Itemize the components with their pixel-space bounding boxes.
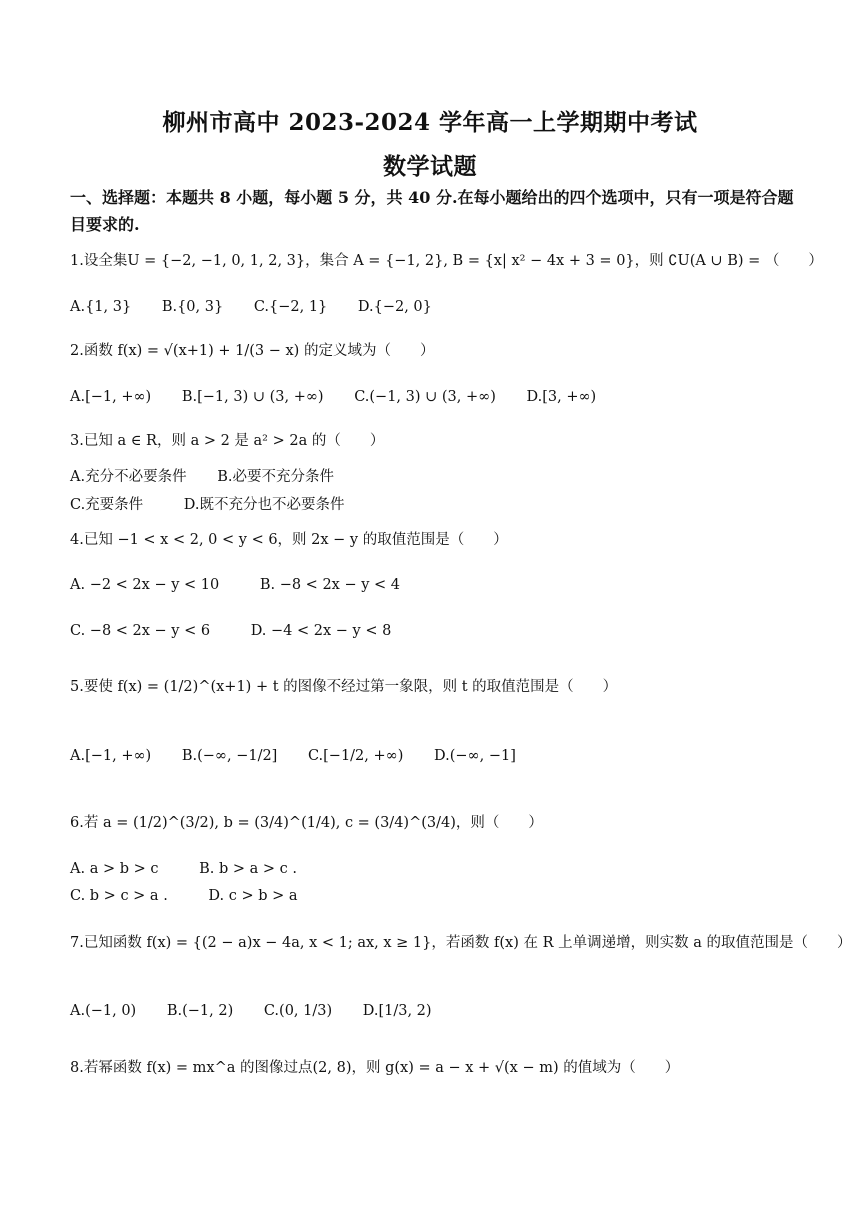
question-7-options: [70, 1000, 432, 1022]
question-6-stem: 6.若 a = (1/2)^(3/2), b = (3/4)^(1/4), c = (3/4)^(3/4)，则（ ）: [70, 815, 543, 831]
question-4-stem: 4.已知 −1 < x < 2, 0 < y < 6，则 2x − y 的取值范围是（ ）: [70, 532, 508, 548]
question-4-options-row2: [70, 620, 391, 642]
option: A.充分不必要条件: [70, 469, 187, 485]
option: C. b > c > a .: [70, 888, 168, 904]
question-8-stem: 8.若幂函数 f(x) = mx^a 的图像过点(2, 8)，则 g(x) = a − x + √(x − m) 的值域为（ ）: [70, 1060, 680, 1076]
option: C.[−1/2, +∞): [307, 748, 404, 764]
question-5-options: [70, 745, 516, 767]
option: B.必要不充分条件: [217, 469, 334, 485]
option: C.{−2, 1}: [253, 299, 328, 315]
question-3-stem: 3.已知 a ∈ R，则 a > 2 是 a² > 2a 的（ ）: [70, 433, 385, 449]
question-2-options: [70, 386, 596, 408]
option: B. b > a > c .: [199, 861, 297, 877]
option: B.(−∞, −1/2]: [181, 748, 278, 764]
question-7-stem: 7.已知函数 f(x) = {(2 − a)x − 4a, x < 1; ax, x ≥ 1}，若函数 f(x) 在 R 上单调递增，则实数 a 的取值范围是（ ）: [70, 935, 852, 951]
question-1-stem: 1.设全集U = {−2, −1, 0, 1, 2, 3}，集合 A = {−1, 2}, B = {x| x² − 4x + 3 = 0}，则 ∁U(A ∪ B) = （ ）: [70, 253, 823, 269]
question-5-stem: 5.要使 f(x) = (1/2)^(x+1) + t 的图像不经过第一象限，则 t 的取值范围是（ ）: [70, 679, 618, 695]
question-6-options-row2: [70, 885, 298, 907]
exam-title: 柳州市高中 2023-2024 学年高一上学期期中考试: [162, 109, 698, 136]
option: B. −8 < 2x − y < 4: [259, 577, 400, 593]
option: C.(0, 1/3): [263, 1003, 333, 1019]
question-3-options-row2: [70, 494, 345, 516]
option: D.[3, +∞): [526, 389, 597, 405]
option: D. −4 < 2x − y < 8: [250, 623, 392, 639]
option: A. a > b > c: [70, 861, 159, 877]
question-6-options-row1: [70, 858, 297, 880]
option: B.[−1, 3) ∪ (3, +∞): [181, 389, 324, 405]
option: D. c > b > a: [208, 888, 298, 904]
option: A.(−1, 0): [70, 1003, 137, 1019]
option: D.(−∞, −1]: [434, 748, 516, 764]
option: D.既不充分也不必要条件: [183, 497, 345, 513]
question-1-options: [70, 296, 432, 318]
option: C.(−1, 3) ∪ (3, +∞): [354, 389, 496, 405]
option: A.{1, 3}: [70, 299, 132, 315]
option: B.{0, 3}: [161, 299, 224, 315]
question-4-options-row1: [70, 574, 400, 596]
option: C. −8 < 2x − y < 6: [70, 623, 211, 639]
option: B.(−1, 2): [166, 1003, 234, 1019]
option: D.{−2, 0}: [357, 299, 432, 315]
question-2-stem: 2.函数 f(x) = √(x+1) + 1/(3 − x) 的定义域为（ ）: [70, 343, 435, 359]
exam-subtitle: 数学试题: [383, 153, 477, 180]
option: D.[1/3, 2): [362, 1003, 432, 1019]
option: A.[−1, +∞): [70, 748, 152, 764]
section-heading: 一、选择题：本题共 8 小题，每小题 5 分，共 40 分.在每小题给出的四个选项中，只有一项是符合题目要求的.: [70, 188, 794, 234]
option: A.[−1, +∞): [70, 389, 152, 405]
question-3-options-row1: [70, 466, 334, 488]
option: A. −2 < 2x − y < 10: [70, 577, 220, 593]
option: C.充要条件: [70, 497, 144, 513]
